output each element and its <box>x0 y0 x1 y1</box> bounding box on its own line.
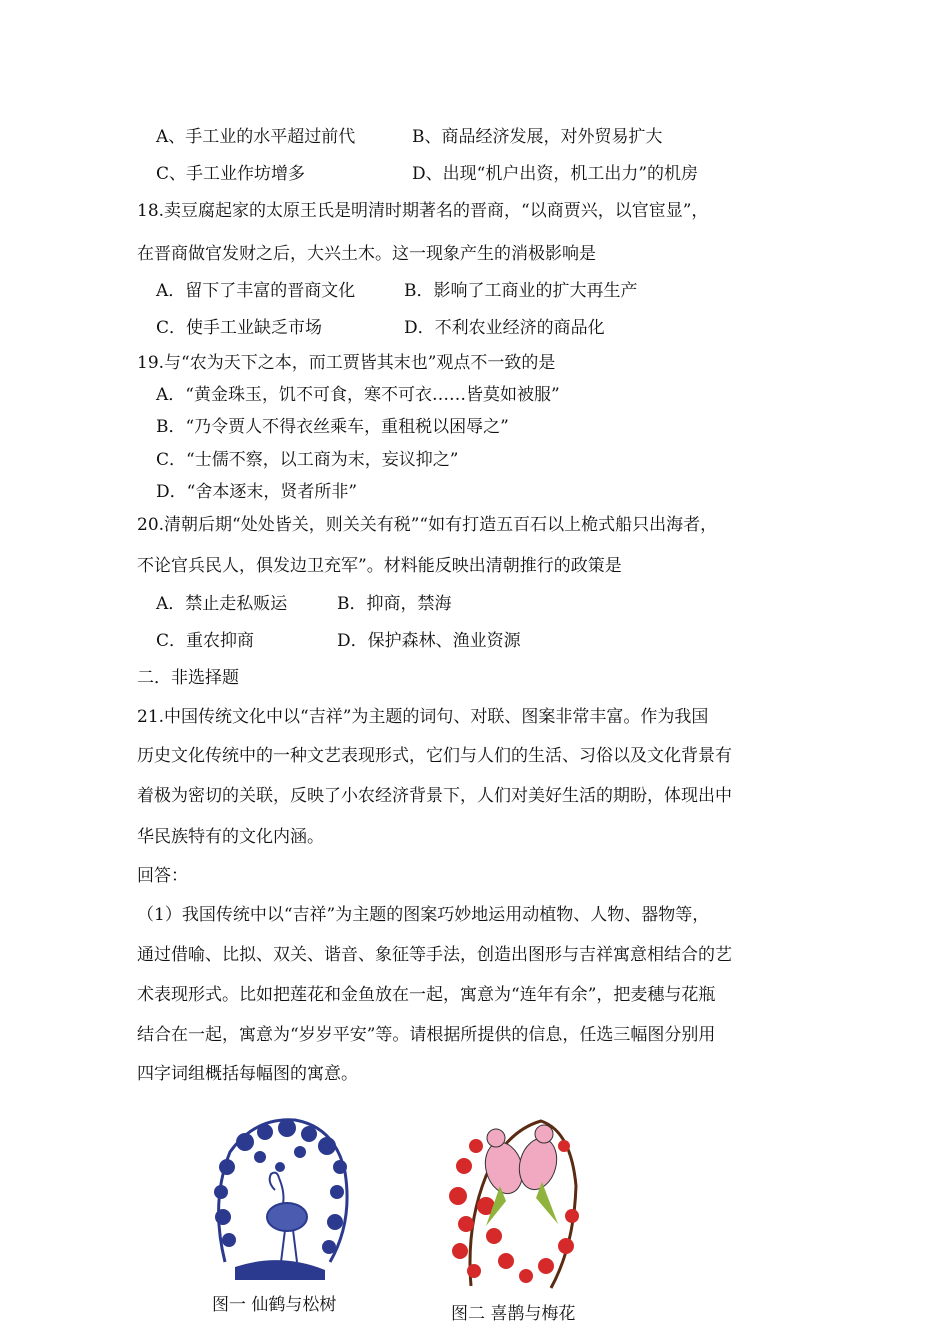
q19-option-a: A．“黄金珠玉，饥不可食，寒不可衣……皆莫如被服” <box>156 385 560 405</box>
figure-crane-pine <box>205 1112 355 1282</box>
q20-option-a: A．禁止走私贩运 <box>156 594 288 614</box>
q17-option-b: B、商品经济发展，对外贸易扩大 <box>412 127 663 147</box>
figure-magpie-plum <box>446 1106 584 1296</box>
q21-answer-label: 回答： <box>137 866 188 886</box>
section-heading: 二．非选择题 <box>137 668 239 688</box>
q18-option-b: B．影响了工商业的扩大再生产 <box>404 281 638 301</box>
q18-stem-line1: 18.卖豆腐起家的太原王氏是明清时期著名的晋商，“以商贾兴，以官宦显”， <box>137 201 709 221</box>
q19-option-d: D．“舍本逐末，贤者所非” <box>156 482 358 502</box>
q21-para-line2: 历史文化传统中的一种文艺表现形式，它们与人们的生活、习俗以及文化背景有 <box>137 746 732 766</box>
q19-stem: 19.与“农为天下之本，而工贾皆其末也”观点不一致的是 <box>137 353 556 373</box>
q21-para-line4: 华民族特有的文化内涵。 <box>137 827 324 847</box>
figure2-caption: 图二 喜鹊与梅花 <box>451 1304 576 1324</box>
q21-sub1-line5: 四字词组概括每幅图的寓意。 <box>137 1064 358 1084</box>
q21-para-line1: 21.中国传统文化中以“吉祥”为主题的词句、对联、图案非常丰富。作为我国 <box>137 707 709 727</box>
q17-option-c: C、手工业作坊增多 <box>156 164 306 184</box>
q18-option-d: D．不利农业经济的商品化 <box>404 318 605 338</box>
q20-option-d: D．保护森林、渔业资源 <box>337 631 521 651</box>
q20-stem-line1: 20.清朝后期“处处皆关，则关关有税”“如有打造五百石以上桅式船只出海者， <box>137 515 718 535</box>
q18-stem-line2: 在晋商做官发财之后，大兴土木。这一现象产生的消极影响是 <box>137 244 596 264</box>
q20-option-c: C．重农抑商 <box>156 631 255 651</box>
q17-option-a: A、手工业的水平超过前代 <box>156 127 356 147</box>
q19-option-c: C．“士儒不察，以工商为末，妄议抑之” <box>156 450 459 470</box>
q21-sub1-line1: （1）我国传统中以“吉祥”为主题的图案巧妙地运用动植物、人物、器物等， <box>137 905 710 925</box>
q18-option-a: A．留下了丰富的晋商文化 <box>156 281 356 301</box>
q20-stem-line2: 不论官兵民人，俱发边卫充军”。材料能反映出清朝推行的政策是 <box>137 556 622 576</box>
q20-option-b: B．抑商，禁海 <box>337 594 452 614</box>
q18-option-c: C．使手工业缺乏市场 <box>156 318 323 338</box>
q21-sub1-line4: 结合在一起，寓意为“岁岁平安”等。请根据所提供的信息，任选三幅图分别用 <box>137 1025 716 1045</box>
q19-option-b: B．“乃令贾人不得衣丝乘车，重租税以困辱之” <box>156 417 509 437</box>
q21-para-line3: 着极为密切的关联，反映了小农经济背景下，人们对美好生活的期盼，体现出中 <box>137 786 732 806</box>
figure1-caption: 图一 仙鹤与松树 <box>212 1295 337 1315</box>
q21-sub1-line2: 通过借喻、比拟、双关、谐音、象征等手法，创造出图形与吉祥寓意相结合的艺 <box>137 945 732 965</box>
q17-option-d: D、出现“机户出资，机工出力”的机房 <box>412 164 699 184</box>
q21-sub1-line3: 术表现形式。比如把莲花和金鱼放在一起，寓意为“连年有余”，把麦穗与花瓶 <box>137 985 716 1005</box>
